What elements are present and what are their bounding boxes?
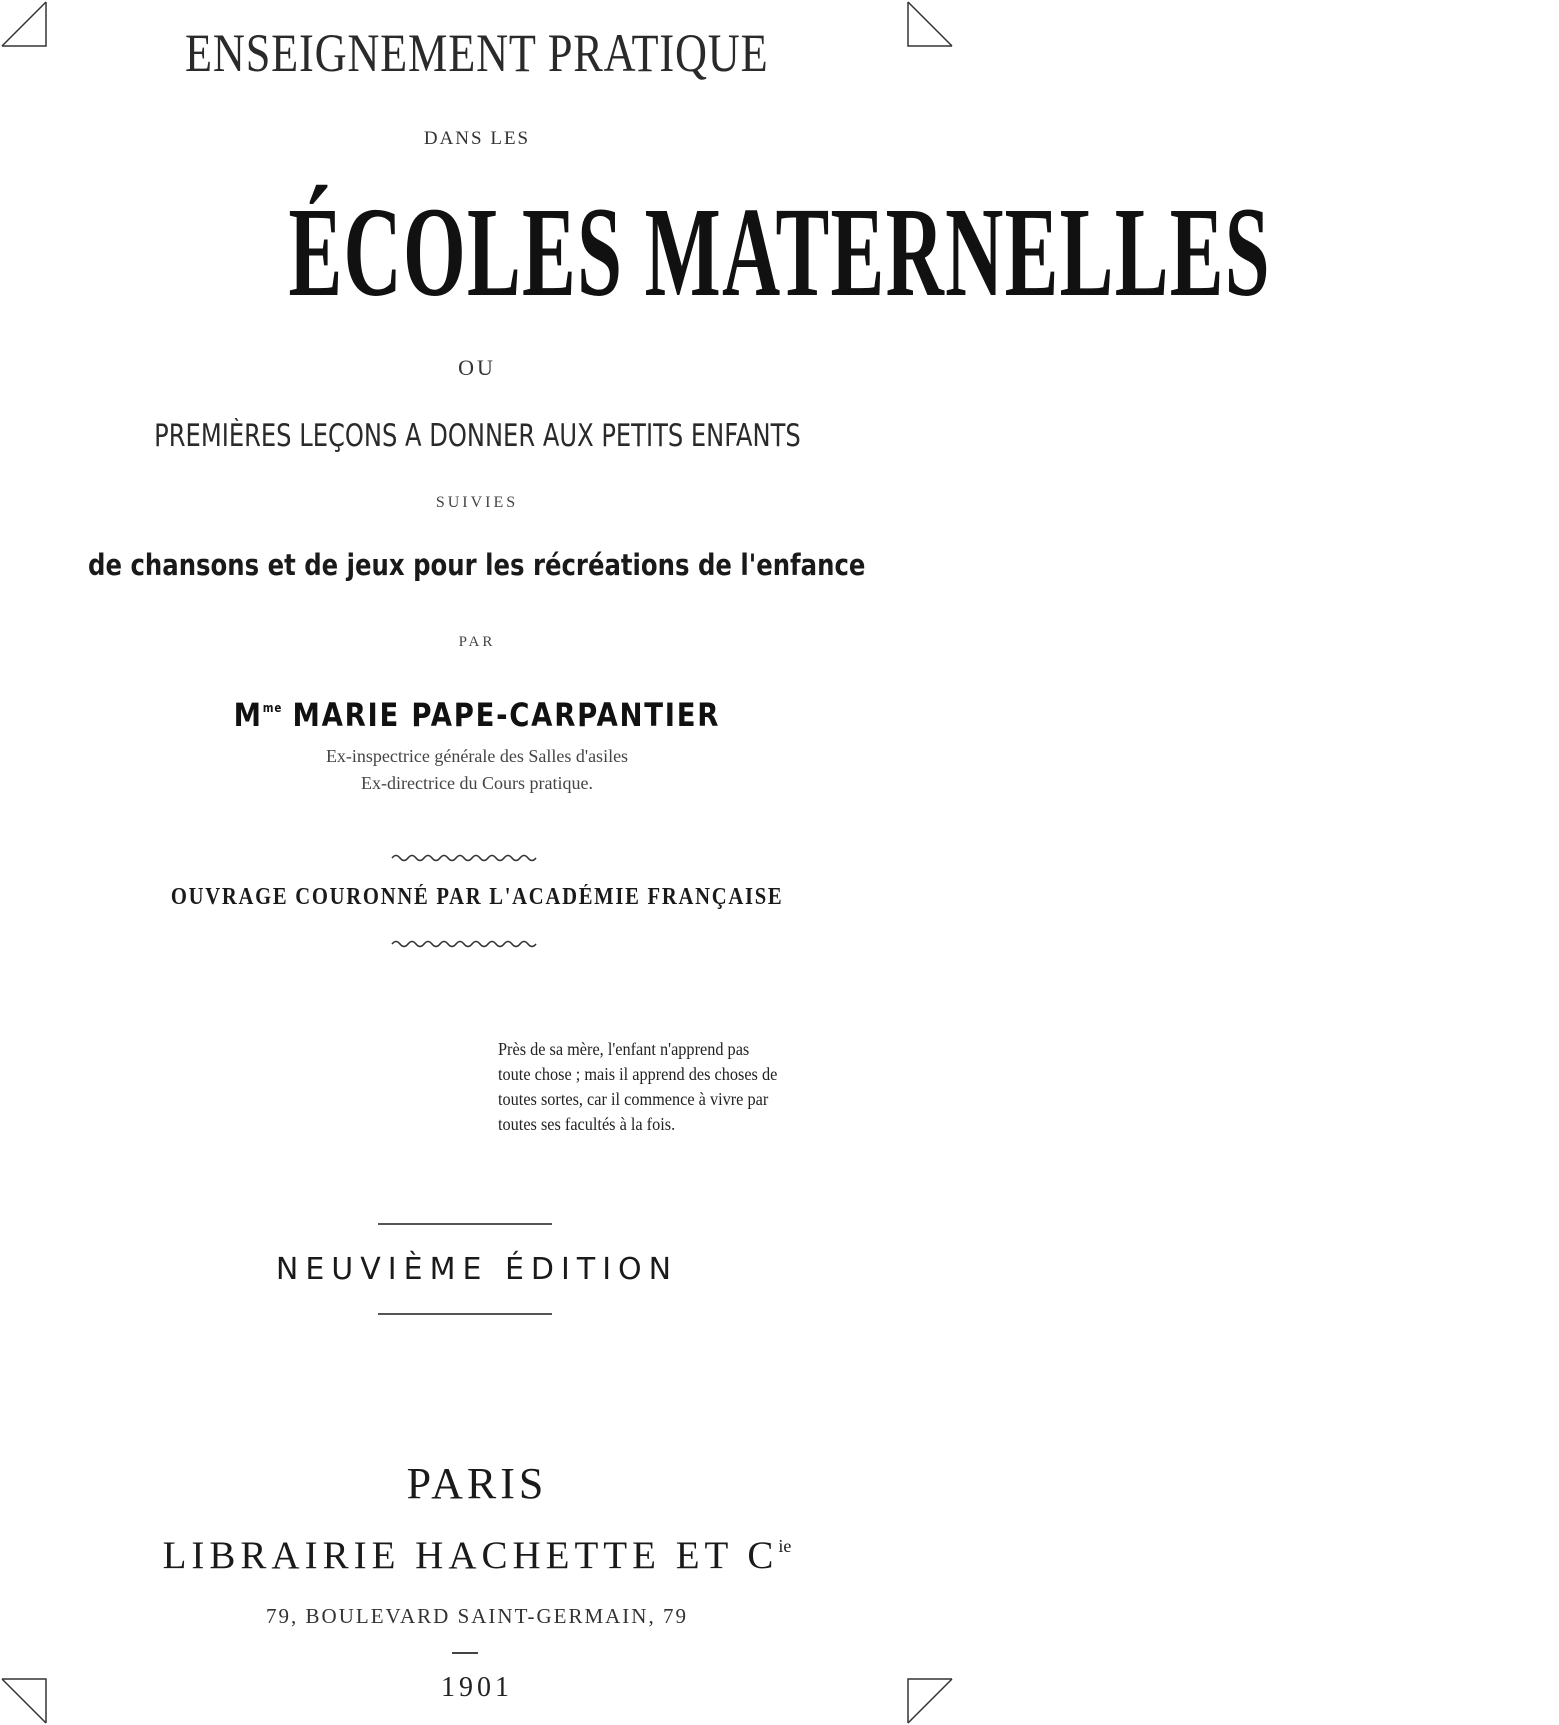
ou-label: OU: [458, 355, 496, 380]
award-line: OUVRAGE COURONNÉ PAR L'ACADÉMIE FRANÇAISE: [170, 884, 784, 910]
epigraph-line: toutes sortes, car il commence à vivre par: [498, 1089, 769, 1109]
suivies-label: SUIVIES: [435, 494, 519, 511]
epigraph: [498, 1037, 898, 1137]
par-label: PAR: [458, 634, 496, 650]
edition-rule-bottom: [378, 1313, 552, 1315]
epigraph-line: toutes ses facultés à la fois.: [498, 1114, 676, 1134]
edition-rule-top: [378, 1223, 552, 1225]
imprint-dash: [452, 1652, 478, 1654]
epigraph-line: Près de sa mère, l'enfant n'apprend pas: [498, 1039, 750, 1059]
edition-label: NEUVIÈME ÉDITION: [275, 1252, 679, 1287]
series-title: ENSEIGNEMENT PRATIQUE: [185, 23, 769, 83]
subtitle: PREMIÈRES LEÇONS A DONNER AUX PETITS ENFANTS: [153, 418, 801, 454]
wavy-ornament-top: [392, 852, 542, 864]
imprint-city: PARIS: [406, 1459, 548, 1508]
main-title: ÉCOLES MATERNELLES: [288, 181, 1271, 323]
author-role-1: Ex-inspectrice générale des Salles d'asiles: [325, 746, 629, 766]
dans-les-label: DANS LES: [423, 128, 531, 149]
imprint-publisher: LIBRAIRIE HACHETTE ET $C^{ie}$: [162, 1534, 792, 1577]
author-name: $M^{me}$ MARIE PAPE-CARPANTIER: [233, 696, 721, 734]
imprint-year: 1901: [441, 1672, 513, 1703]
author-role-2: Ex-directrice du Cours pratique.: [361, 773, 593, 793]
wavy-ornament-bottom: [392, 938, 542, 950]
imprint-address: 79, BOULEVARD SAINT-GERMAIN, 79: [266, 1604, 688, 1628]
epigraph-line: toute chose ; mais il apprend des choses de: [498, 1064, 778, 1084]
subtitle-secondary: de chansons et de jeux pour les récréations de l'enfance: [88, 548, 866, 582]
author-prefix-suffix: me: [262, 701, 283, 715]
